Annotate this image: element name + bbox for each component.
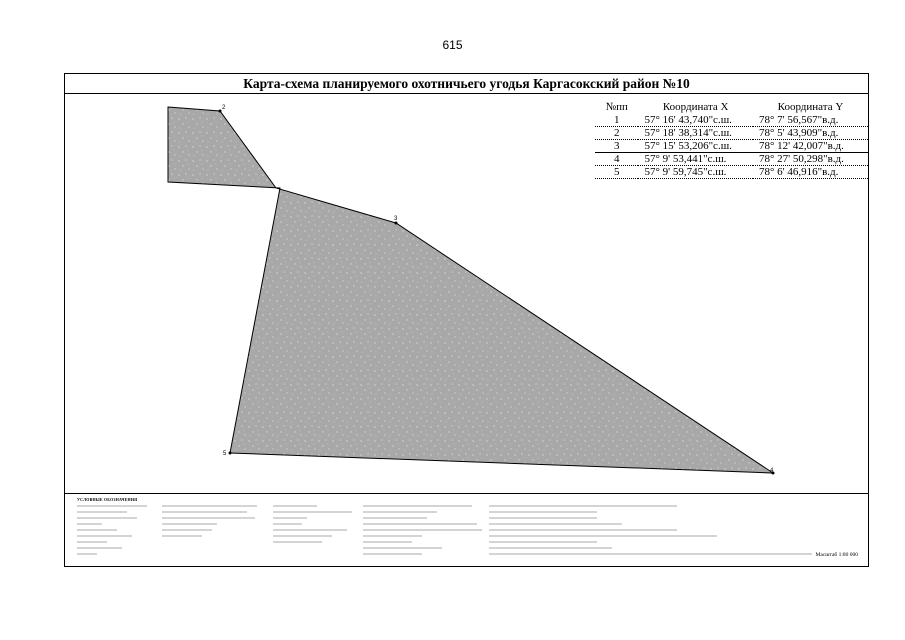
table-row — [595, 114, 868, 127]
row-number: 5 — [595, 166, 638, 179]
coord-x: 57° 9' 53,441"с.ш. — [638, 153, 753, 166]
coord-x: 57° 18' 38,314"с.ш. — [638, 127, 753, 140]
vertex-label-2: 2 — [222, 105, 226, 111]
legend-illegible-entries — [77, 503, 847, 555]
coordinates-table — [595, 102, 868, 179]
coord-x: 57° 9' 59,745"с.ш. — [638, 166, 753, 179]
table-row — [595, 140, 868, 153]
header-coord-x: Координата X — [662, 101, 729, 113]
row-number: 1 — [595, 114, 638, 127]
vertex-label-3: 3 — [394, 216, 398, 222]
coord-y: 78° 7' 56,567"в.д. — [753, 114, 868, 127]
table-row — [595, 166, 868, 179]
table-row — [595, 127, 868, 140]
legend-title: УСЛОВНЫЕ ОБОЗНАЧЕНИЯ — [77, 497, 138, 502]
row-number: 3 — [595, 140, 638, 153]
table-header-row — [595, 102, 868, 114]
row-number: 2 — [595, 127, 638, 140]
row-number: 4 — [595, 153, 638, 166]
coord-y: 78° 6' 46,916"в.д. — [753, 166, 868, 179]
coord-y: 78° 12' 42,007"в.д. — [753, 140, 868, 153]
map-scale: Масштаб 1:80 000 — [815, 552, 858, 558]
vertex-label-4: 4 — [770, 468, 774, 474]
header-number: №пп — [605, 101, 628, 113]
coord-y: 78° 5' 43,909"в.д. — [753, 127, 868, 140]
vertex-label-5: 5 — [223, 451, 227, 457]
page-number: 615 — [442, 38, 463, 52]
legend-panel — [65, 493, 868, 566]
coord-x: 57° 15' 53,206"с.ш. — [638, 140, 753, 153]
coord-y: 78° 27' 50,298"в.д. — [753, 153, 868, 166]
header-coord-y: Координата Y — [777, 101, 844, 113]
table-row — [595, 153, 868, 166]
map-frame — [64, 73, 869, 567]
coord-x: 57° 16' 43,740"с.ш. — [638, 114, 753, 127]
vertex-5-marker — [229, 452, 232, 455]
map-title: Карта-схема планируемого охотничьего угодья Каргасокский район №10 — [65, 74, 868, 94]
